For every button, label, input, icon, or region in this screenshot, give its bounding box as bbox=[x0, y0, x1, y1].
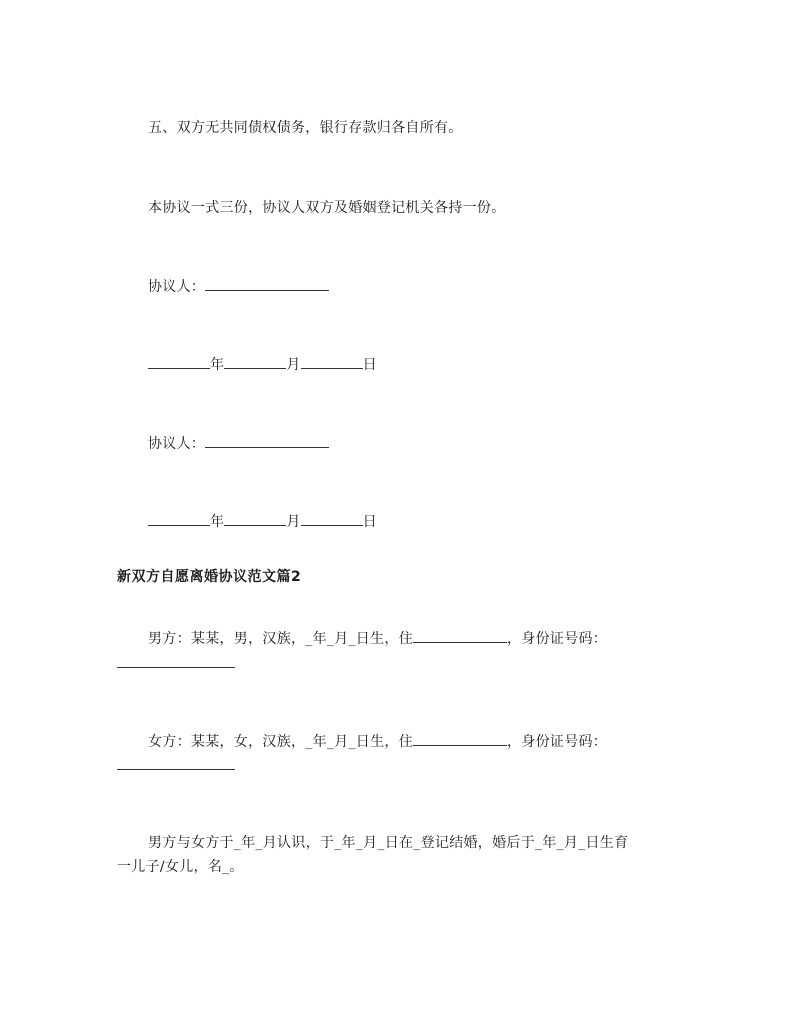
female-party-line bbox=[148, 731, 607, 752]
year-blank bbox=[148, 354, 210, 369]
marriage-line-1: 男方与女方于_年_月认识，于_年_月_日在_登记结婚，婚后于_年_月_日生育 bbox=[148, 835, 629, 851]
day-label: 日 bbox=[362, 514, 377, 530]
signer-line-1 bbox=[148, 276, 329, 297]
male-party-prefix: 男方：某某，男，汉族，_年_月_日生，住 bbox=[148, 631, 413, 647]
date-line-2 bbox=[148, 511, 377, 532]
id-number-blank bbox=[117, 768, 235, 770]
section-title: 新双方自愿离婚协议范文篇2 bbox=[117, 569, 302, 585]
month-label: 月 bbox=[286, 514, 301, 530]
address-blank bbox=[413, 628, 507, 643]
year-label: 年 bbox=[210, 514, 225, 530]
month-blank bbox=[224, 511, 286, 526]
month-blank bbox=[224, 354, 286, 369]
date-line-1 bbox=[148, 354, 377, 375]
month-label: 月 bbox=[286, 357, 301, 373]
copies-note: 本协议一式三份，协议人双方及婚姻登记机关各持一份。 bbox=[148, 200, 506, 216]
address-blank bbox=[413, 731, 507, 746]
signer-line-2 bbox=[148, 433, 329, 454]
day-blank bbox=[301, 511, 363, 526]
male-party-suffix: ，身份证号码： bbox=[507, 631, 608, 647]
signer-label: 协议人： bbox=[148, 436, 206, 452]
year-blank bbox=[148, 511, 210, 526]
signature-blank bbox=[205, 276, 329, 291]
female-party-suffix: ，身份证号码： bbox=[507, 734, 608, 750]
id-number-blank bbox=[117, 666, 235, 668]
year-label: 年 bbox=[210, 357, 225, 373]
female-party-prefix: 女方：某某，女，汉族，_年_月_日生，住 bbox=[148, 734, 413, 750]
male-party-line bbox=[148, 628, 607, 649]
clause-five: 五、双方无共同债权债务，银行存款归各自所有。 bbox=[148, 120, 463, 136]
signer-label: 协议人： bbox=[148, 279, 206, 295]
day-blank bbox=[301, 354, 363, 369]
day-label: 日 bbox=[362, 357, 377, 373]
marriage-line-2: 一儿子/女儿，名_。 bbox=[117, 859, 244, 875]
signature-blank bbox=[205, 433, 329, 448]
